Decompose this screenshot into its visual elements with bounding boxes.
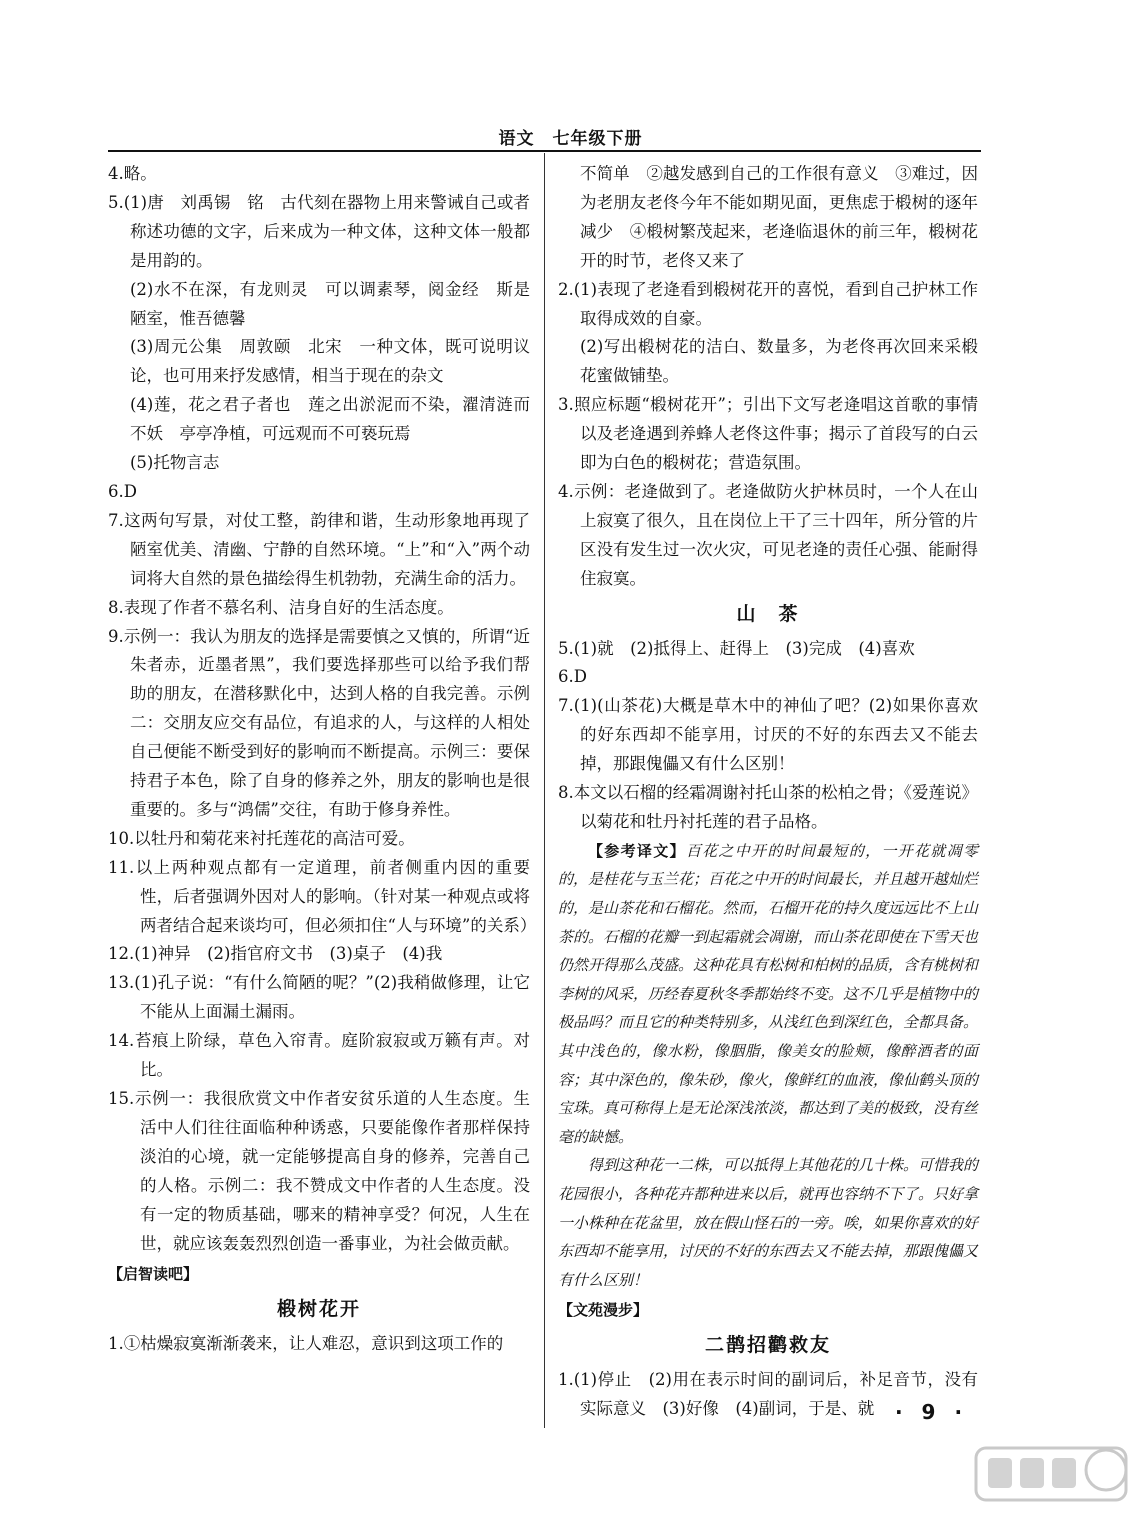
answer-9: 9.示例一：我认为朋友的选择是需要慎之又慎的，所谓“近朱者赤，近墨者黑”，我们要选择那些可以给予我们帮助的朋友，在潜移默化中，达到人格的自我完善。示例二：交朋友应交有品位，有追求的人，与这样的人相处自己便能不断受到好的影响而不断提高。示例三：要保持君子本色，除了自身的修养之外，朋友的影响也是很重要的。多与“鸿儒”交往，有助于修身养性。: [108, 626, 530, 819]
section-title-shancha: 山 茶: [736, 602, 800, 625]
watermark-logo: [966, 1440, 1141, 1536]
shancha-answer-8: 8.本文以石榴的经霜凋谢衬托山茶的松柏之骨；《爱莲说》以菊花和牡丹衬托莲的君子品格。: [558, 783, 978, 831]
answer-8: 8.表现了作者不慕名利、洁身自好的生活态度。: [108, 597, 454, 617]
answer-11: 11.以上两种观点都有一定道理，前者侧重内因的重要性，后者强调外因对人的影响。（针对某一种观点或将两者结合起来谈均可，但必须扣住“人与环境”的关系）: [108, 857, 537, 935]
answer-5-3: (3)周元公集 周敦颐 北宋 一种文体，既可说明议论，也可用来抒发感情，相当于现在的杂文: [130, 337, 530, 386]
section-tag-qizhi: 【启智读吧】: [108, 1265, 199, 1284]
answer-6: 6.D: [108, 481, 137, 501]
shancha-answer-7: 7.(1)(山茶花)大概是草木中的神仙了吧？(2)如果你喜欢的好东西却不能享用，讨厌的不好的东西去又不能去掉，那跟傀儡又有什么区别！: [558, 696, 978, 774]
duanshu-answer-2-2: (2)写出椴树花的洁白、数量多，为老佟再次回来采椴花蜜做铺垫。: [580, 337, 978, 386]
reference-translation-p1: [558, 837, 978, 1152]
answer-5-1: 5.(1)唐 刘禹锡 铭 古代刻在器物上用来警诫自己或者称述功德的文字，后来成为一种文体，这种文体一般都是用韵的。: [108, 192, 530, 270]
answer-5-2: (2)水不在深，有龙则灵 可以调素琴，阅金经 斯是陋室，惟吾德馨: [130, 279, 530, 328]
section-tag-wenyuan: 【文苑漫步】: [558, 1301, 649, 1320]
answer-15: 15.示例一：我很欣赏文中作者安贫乐道的人生态度。生活中人们往往面临种种诱惑，只要能像作者那样保持淡泊的心境，就一定能够提高自身的修养，完善自己的人格。示例二：我不赞成文中作者的人生态度。没有一定的物质基础，哪来的精神享受？何况，人生在世，就应该轰轰烈烈创造一番事业，为社会做贡献。: [108, 1089, 530, 1253]
reference-translation-text: 百花之中开的时间最短的，一开花就凋零的，是桂花与玉兰花；百花之中开的时间最长，并且越开越灿烂的，是山茶花和石榴花。然而，石榴开花的持久度远远比不上山茶的。石榴的花瓣一到起霜就会凋谢，而山茶花即使在下雪天也仍然开得那么茂盛。这种花具有松树和柏树的品质，含有桃树和李树的风采，历经春夏秋冬季都始终不变。这不几乎是植物中的极品吗？而且它的种类特别多，从浅红色到深红色，全都具备。其中浅色的，像水粉，像胭脂，像美女的脸颊，像醉酒者的面容；其中深色的，像朱砂，像火，像鲜红的血液，像仙鹤头顶的宝珠。真可称得上是无论深浅浓淡，都达到了美的极致，没有丝毫的缺憾。: [558, 841, 979, 1146]
reference-translation-p2: 得到这种花一二株，可以抵得上其他花的几十株。可惜我的花园很小，各种花卉都种进来以后，就再也容纳不下了。只好拿一小株种在花盆里，放在假山怪石的一旁。唉，如果你喜欢的好东西却不能享用，讨厌的不好的东西去又不能去掉，那跟傀儡又有什么区别！: [558, 1156, 979, 1289]
duanshu-answer-1-start: 1.①枯燥寂寞渐渐袭来，让人难忍，意识到这项工作的: [108, 1334, 504, 1354]
answer-5-4: (4)莲，花之君子者也 莲之出淤泥而不染，濯清涟而不妖 亭亭净植，可远观而不可亵玩焉: [130, 395, 530, 444]
left-column: [108, 160, 537, 1359]
section-title-erque: 二鹊招鹳救友: [704, 1334, 831, 1357]
page-number: · 9 ·: [895, 1400, 969, 1424]
answer-13: 13.(1)孔子说：“有什么简陋的呢？”(2)我稍做修理，让它不能从上面漏土漏雨。: [108, 973, 530, 1022]
erque-answer-1: 1.(1)停止 (2)用在表示时间的副词后，补足音节，没有实际意义 (3)好像 (4)副词，于是、就: [558, 1370, 978, 1419]
column-divider: [544, 153, 545, 1428]
section-title-duanshu: 椴树花开: [276, 1298, 361, 1321]
shancha-answer-5: 5.(1)就 (2)抵得上、赶得上 (3)完成 (4)喜欢: [558, 638, 915, 658]
header-rule: [108, 150, 981, 152]
shancha-answer-6: 6.D: [558, 667, 587, 687]
answer-5-5: (5)托物言志: [130, 453, 220, 473]
duanshu-answer-2-1: 2.(1)表现了老逄看到椴树花开的喜悦，看到自己护林工作取得成效的自豪。: [558, 279, 978, 328]
page-header-title: 语文 七年级下册: [498, 129, 643, 149]
answer-14: 14.苔痕上阶绿，草色入帘青。庭阶寂寂或万籁有声。对比。: [108, 1031, 530, 1080]
right-column: [558, 160, 978, 1424]
reference-translation-label: 【参考译文】: [588, 841, 686, 860]
answer-7: 7.这两句写景，对仗工整，韵律和谐，生动形象地再现了陋室优美、清幽、宁静的自然环境。“上”和“入”两个动词将大自然的景色描绘得生机勃勃，充满生命的活力。: [108, 510, 530, 588]
answer-10: 10.以牡丹和菊花来衬托莲花的高洁可爱。: [108, 828, 415, 848]
answer-12: 12.(1)神异 (2)指官府文书 (3)桌子 (4)我: [108, 944, 443, 964]
duanshu-answer-4: 4.示例：老逄做到了。老逄做防火护林员时，一个人在山上寂寞了很久，且在岗位上干了三十四年，所分管的片区没有发生过一次火灾，可见老逄的责任心强、能耐得住寂寞。: [558, 481, 978, 588]
duanshu-answer-3: 3.照应标题“椴树花开”；引出下文写老逄唱这首歌的事情以及老逄遇到养蜂人老佟这件事；揭示了首段写的白云即为白色的椴树花；营造氛围。: [558, 395, 978, 473]
answer-4: 4.略。: [108, 164, 157, 183]
duanshu-answer-1-cont: 不简单 ②越发感到自己的工作很有意义 ③难过，因为老朋友老佟今年不能如期见面，更焦虑于椴树的逐年减少 ④椴树繁茂起来，老逄临退休的前三年，椴树花开的时节，老佟又来了: [580, 164, 978, 270]
